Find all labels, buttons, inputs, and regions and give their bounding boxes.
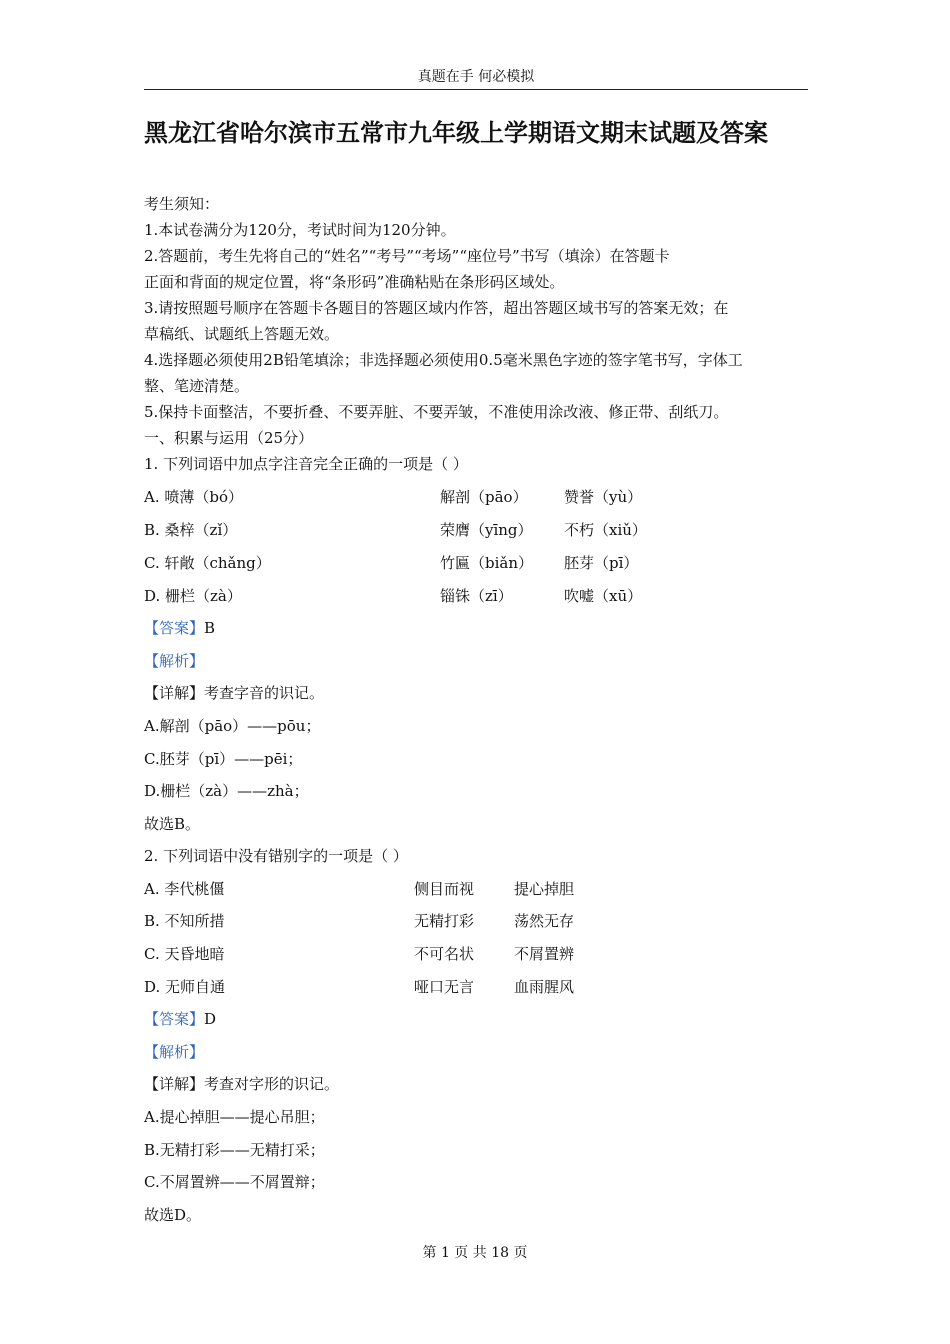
option-col-1: A. 李代桃僵	[144, 880, 225, 898]
notice-item: 1.本试卷满分为120分，考试时间为120分钟。	[144, 221, 456, 239]
q2-option-b	[144, 911, 575, 931]
detail-tag: 【详解】	[144, 1075, 205, 1093]
option-col-3: 赞誉（yù）	[564, 488, 643, 506]
answer-value: D	[204, 1010, 217, 1028]
q1-option-a	[144, 487, 643, 507]
detail-tag: 【详解】	[144, 684, 205, 702]
option-col-2: 解剖（pāo）	[440, 488, 528, 506]
option-col-1: B. 桑梓（zǐ）	[144, 521, 238, 539]
q2-option-d	[144, 977, 575, 997]
q2-explanation-line: A.提心掉胆——提心吊胆；	[144, 1108, 325, 1126]
option-col-2: 侧目而视	[414, 880, 475, 898]
option-col-1: C. 轩敞（chǎng）	[144, 554, 271, 572]
q1-explanation-line: D.栅栏（zà）——zhà；	[144, 782, 309, 800]
q2-explanation-line: B.无精打彩——无精打采；	[144, 1141, 325, 1159]
notice-item: 3.请按照题号顺序在答题卡各题目的答题区域内作答，超出答题区域书写的答案无效；在	[144, 299, 729, 317]
notice-heading: 考生须知：	[144, 195, 220, 213]
answer-value: B	[204, 619, 216, 637]
question-1-stem: 1. 下列词语中加点字注音完全正确的一项是（ ）	[144, 455, 468, 473]
q2-option-a	[144, 879, 575, 899]
option-col-1: D. 无师自通	[144, 978, 226, 996]
analysis-tag: 【解析】	[144, 1043, 205, 1061]
option-col-3: 不屑置辨	[514, 945, 575, 963]
page-header: 真题在手 何必模拟	[417, 69, 535, 85]
q1-option-b	[144, 520, 647, 540]
option-col-2: 哑口无言	[414, 978, 475, 996]
q1-analysis	[144, 651, 204, 671]
q1-option-d	[144, 586, 643, 606]
notice-item: 正面和背面的规定位置，将“条形码”准确粘贴在条形码区域处。	[144, 273, 565, 291]
option-col-1: C. 天昏地暗	[144, 945, 225, 963]
notice-item: 草稿纸、试题纸上答题无效。	[144, 325, 340, 343]
option-col-2: 竹匾（biǎn）	[440, 554, 534, 572]
page-number-footer: 第 1 页 共 18 页	[422, 1245, 528, 1261]
analysis-tag: 【解析】	[144, 652, 205, 670]
q2-detail	[144, 1074, 339, 1094]
header-divider	[144, 89, 808, 90]
section-heading: 一、积累与运用（25分）	[144, 429, 314, 447]
option-col-2: 锱铢（zī）	[440, 587, 513, 605]
answer-tag: 【答案】	[144, 1010, 205, 1028]
option-col-1: D. 栅栏（zà）	[144, 587, 242, 605]
q1-option-c	[144, 553, 639, 573]
option-col-3: 不朽（xiǔ）	[564, 521, 647, 539]
question-2-stem: 2. 下列词语中没有错别字的一项是（ ）	[144, 847, 408, 865]
notice-item: 整、笔迹清楚。	[144, 377, 250, 395]
option-col-2: 不可名状	[414, 945, 475, 963]
q2-conclusion: 故选D。	[144, 1206, 202, 1224]
q2-option-c	[144, 944, 575, 964]
notice-item: 2.答题前，考生先将自己的“姓名”“考号”“考场”“座位号”书写（填涂）在答题卡	[144, 247, 670, 265]
answer-tag: 【答案】	[144, 619, 205, 637]
option-col-1: A. 喷薄（bó）	[144, 488, 244, 506]
notice-item: 4.选择题必须使用2B铅笔填涂；非选择题必须使用0.5毫米黑色字迹的签字笔书写，字体工	[144, 351, 743, 369]
notice-item: 5.保持卡面整洁，不要折叠、不要弄脏、不要弄皱，不准使用涂改液、修正带、刮纸刀。	[144, 403, 729, 421]
q1-conclusion: 故选B。	[144, 815, 201, 833]
option-col-3: 胚芽（pī）	[564, 554, 639, 572]
q1-answer	[144, 618, 215, 638]
option-col-2: 荣膺（yīng）	[440, 521, 533, 539]
option-col-2: 无精打彩	[414, 912, 475, 930]
q2-analysis	[144, 1042, 204, 1062]
q1-explanation-line: C.胚芽（pī）——pēi；	[144, 750, 303, 768]
document-title: 黑龙江省哈尔滨市五常市九年级上学期语文期末试题及答案	[144, 119, 768, 147]
option-col-3: 血雨腥风	[514, 978, 575, 996]
option-col-1: B. 不知所措	[144, 912, 225, 930]
q2-answer	[144, 1009, 216, 1029]
q1-detail	[144, 683, 324, 703]
q2-explanation-line: C.不屑置辨——不屑置辩；	[144, 1173, 325, 1191]
option-col-3: 提心掉胆	[514, 880, 575, 898]
option-col-3: 吹嘘（xū）	[564, 587, 643, 605]
detail-text: 考查对字形的识记。	[204, 1075, 340, 1093]
option-col-3: 荡然无存	[514, 912, 575, 930]
detail-text: 考查字音的识记。	[204, 684, 325, 702]
q1-explanation-line: A.解剖（pāo）——pōu；	[144, 717, 321, 735]
